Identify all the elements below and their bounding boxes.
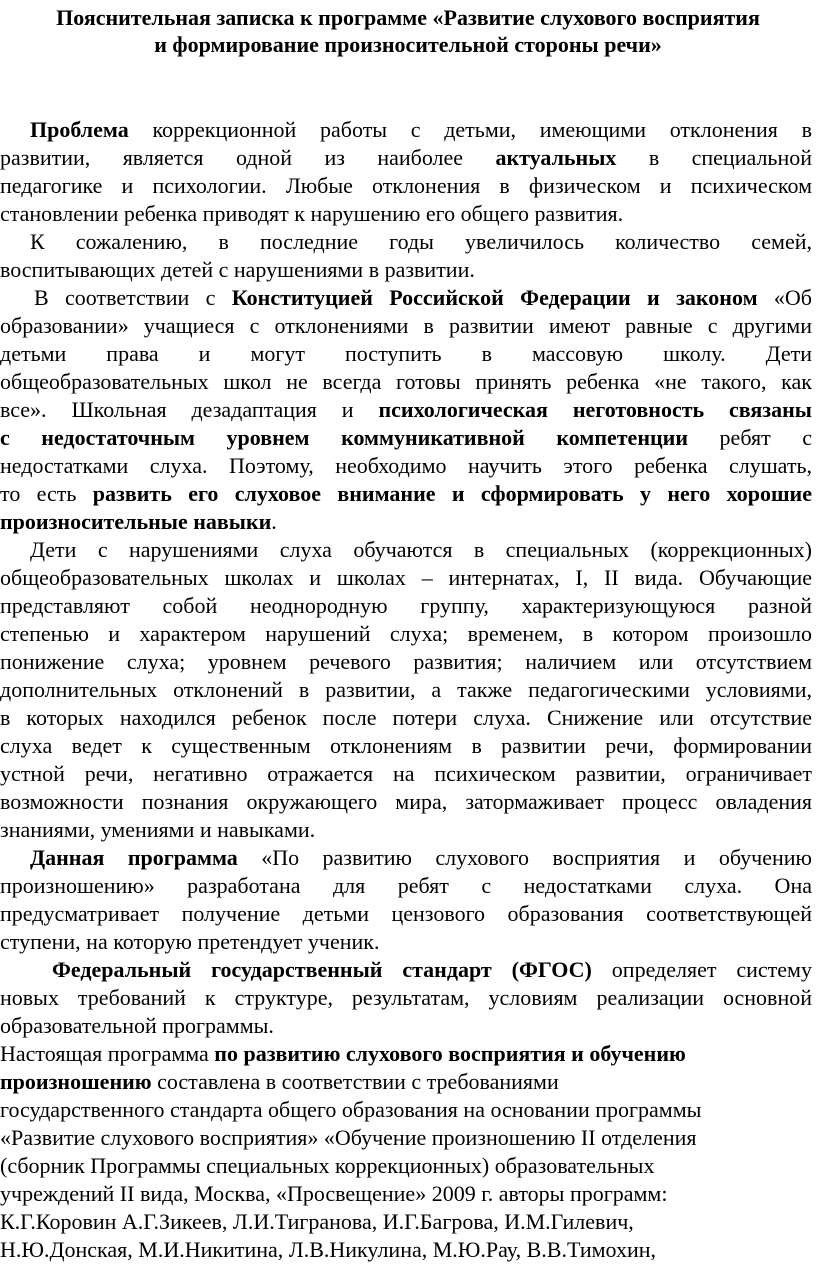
p3-line-7: недостатками слуха. Поэтому, необходимо научить этого ребенка слушать, (0, 453, 812, 478)
p3-line-6: с недостаточным уровнем коммуникативной компетенции ребят с (0, 425, 812, 450)
keyword-pronunciation-skills: произносительные навыки (0, 509, 272, 534)
p2-line-2: воспитывающих детей с нарушениями в развитии. (0, 257, 475, 282)
title-line-1: Пояснительная записка к программе «Развитие слухового восприятия (56, 5, 760, 30)
p3-line-2: образовании» учащиеся с отклонениями в развитии имеют равные с другими (0, 313, 812, 338)
p1-line-2: развитии, является одной из наиболее актуальных в специальной (0, 145, 812, 170)
p4-line-8: слуха ведет к существенным отклонениям в развитии речи, формировании (0, 733, 812, 758)
p3-line-3: детьми права и могут поступить в массовую школу. Дети (0, 341, 812, 366)
keyword-fgos: Федеральный государственный стандарт (ФГОС) (52, 957, 592, 982)
p7-line-1: Настоящая программа по развитию слухового восприятия и обучению (0, 1041, 686, 1066)
p4-line-4: степенью и характером нарушений слуха; временем, в котором произошло (0, 621, 812, 646)
p1-line-4: становлении ребенка приводят к нарушению его общего развития. (0, 201, 624, 226)
keyword-competence: с недостаточным уровнем коммуникативной компетенции (0, 425, 689, 450)
p3-line-5: все». Школьная дезадаптация и психологическая неготовность связаны (0, 397, 812, 422)
p7-line-7: К.Г.Коровин А.Г.Зикеев, Л.И.Тигранова, И.Г.Багрова, И.М.Гилевич, (0, 1209, 634, 1234)
p4-line-1: Дети с нарушениями слуха обучаются в специальных (коррекционных) (30, 537, 812, 562)
p7-line-5: (сборник Программы специальных коррекционных) образовательных (0, 1153, 655, 1178)
p5-line-3: предусматривает получение детьми цензового образования соответствующей (0, 901, 812, 926)
p4-line-7: в которых находился ребенок после потери слуха. Снижение или отсутствие (0, 705, 812, 730)
keyword-this-program: Данная программа (30, 845, 238, 870)
p4-line-11: знаниями, умениями и навыками. (0, 817, 316, 842)
p3-line-1: В соответствии с Конституцией Российской Федерации и законом «Об (34, 285, 812, 310)
p5-line-4: ступени, на которую претендует ученик. (0, 929, 380, 954)
p5-line-2: произношению» разработана для ребят с недостатками слуха. Она (0, 873, 812, 898)
p4-line-6: дополнительных отклонений в развитии, а также педагогическими условиями, (0, 677, 812, 702)
keyword-actual: актуальных (495, 145, 617, 170)
p4-line-10: возможности познания окружающего мира, затормаживает процесс овладения (0, 789, 812, 814)
p7-line-6: учреждений II вида, Москва, «Просвещение» 2009 г. авторы программ: (0, 1181, 668, 1206)
p7-line-8: Н.Ю.Донская, М.И.Никитина, Л.В.Никулина, М.Ю.Рау, В.В.Тимохин, (0, 1237, 657, 1262)
p7-line-4: «Развитие слухового восприятия» «Обучение произношению II отделения (0, 1125, 697, 1150)
p1-line-1: Проблема коррекционной работы с детьми, имеющими отклонения в (30, 117, 812, 142)
p4-line-3: представляют собой неоднородную группу, характеризующуюся разной (0, 593, 812, 618)
p4-line-5: понижение слуха; уровнем речевого развития; наличием или отсутствием (0, 649, 812, 674)
p1-line-3: педагогике и психологии. Любые отклонения в физическом и психическом (0, 173, 812, 198)
title-line-2: и формирование произносительной стороны речи» (154, 32, 662, 57)
p6-line-2: новых требований к структуре, результатам, условиям реализации основной (0, 985, 812, 1010)
p3-line-4: общеобразовательных школ не всегда готовы принять ребенка «не такого, как (0, 369, 812, 394)
keyword-unreadiness: психологическая неготовность связаны (378, 397, 812, 422)
p4-line-2: общеобразовательных школах и школах – интернатах, I, II вида. Обучающие (0, 565, 812, 590)
keyword-problem: Проблема (30, 117, 129, 142)
p3-line-9: произносительные навыки. (0, 509, 277, 534)
keyword-develop-attention: развить его слуховое внимание и сформировать у него хорошие (92, 481, 812, 506)
p4-line-9: устной речи, негативно отражается на психическом развитии, ограничивает (0, 761, 812, 786)
p6-line-1: Федеральный государственный стандарт (ФГОС) определяет систему (52, 957, 812, 982)
keyword-pronunciation: произношению (0, 1069, 152, 1094)
p3-line-8: то есть развить его слуховое внимание и сформировать у него хорошие (0, 481, 812, 506)
keyword-program-topic: по развитию слухового восприятия и обучению (214, 1041, 686, 1066)
p7-line-2: произношению составлена в соответствии с требованиями (0, 1069, 559, 1094)
p7-line-3: государственного стандарта общего образования на основании программы (0, 1097, 702, 1122)
p5-line-1: Данная программа «По развитию слухового восприятия и обучению (30, 845, 812, 870)
keyword-constitution: Конституцией Российской Федерации и законом (231, 285, 758, 310)
p2-line-1: К сожалению, в последние годы увеличилось количество семей, (30, 229, 812, 254)
p6-line-3: образовательной программы. (0, 1013, 274, 1038)
